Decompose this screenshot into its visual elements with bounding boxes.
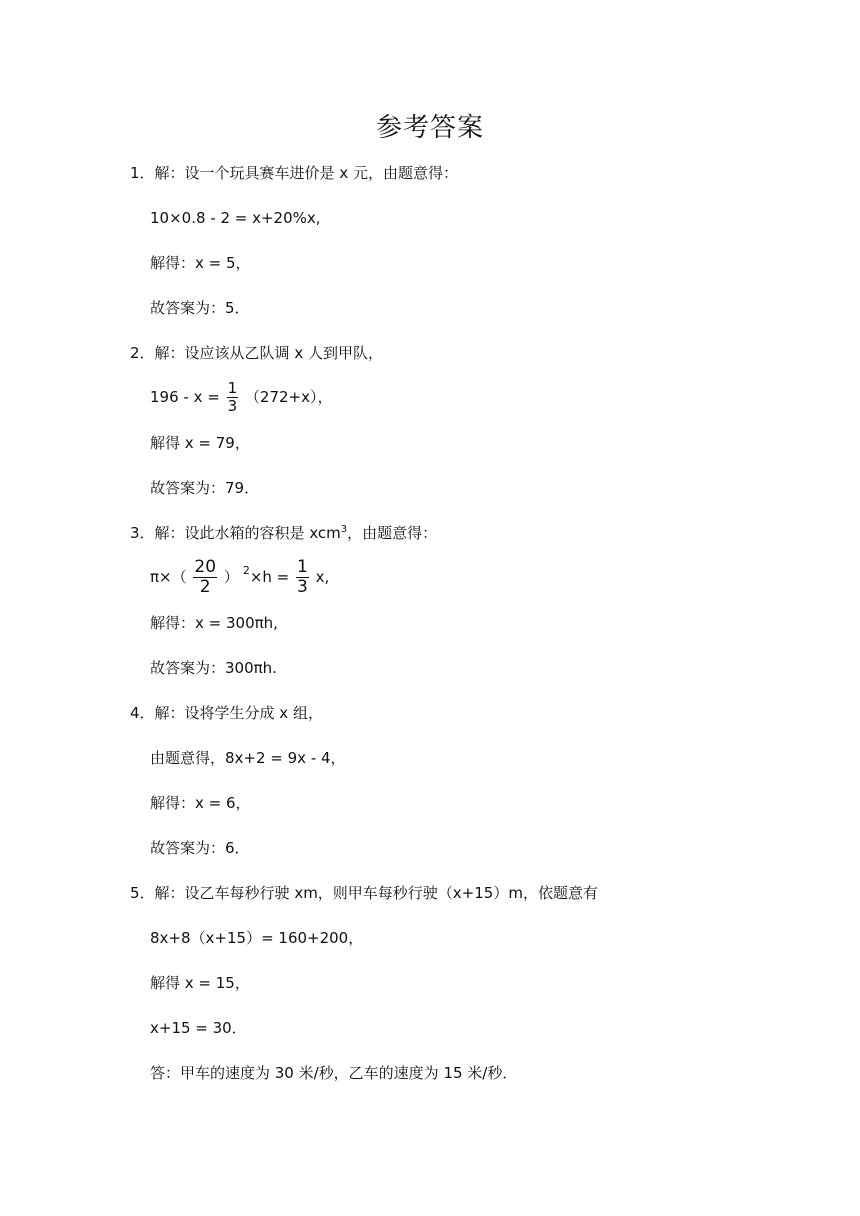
q1-step-2: 解得：x = 5， — [150, 254, 251, 272]
q3-eq-mid: ） — [223, 568, 239, 586]
q1-answer: 故答案为：5． — [150, 299, 250, 317]
q2-equation — [150, 380, 332, 415]
q5-step-2: 解得 x = 15， — [150, 974, 250, 992]
q3-frac2-denominator: 3 — [297, 577, 308, 597]
q2-frac-denominator: 3 — [227, 397, 238, 415]
q3-fraction-1 — [193, 558, 217, 597]
q1-step-1: 10×0.8 - 2 = x+20%x, — [150, 209, 321, 227]
q4-step-1: 由题意得，8x+2 = 9x - 4， — [150, 749, 346, 767]
question-5: 5．解：设乙车每秒行驶 xm，则甲车每秒行驶（x+15）m，依题意有 — [130, 884, 598, 902]
q3-answer: 故答案为：300πh. — [150, 659, 277, 677]
q3-eq-post: x, — [315, 568, 330, 586]
q3-frac2-numerator: 1 — [297, 557, 308, 577]
question-4: 4．解：设将学生分成 x 组， — [130, 704, 323, 722]
q3-step-1: 解得：x = 300πh, — [150, 614, 278, 632]
q2-step-1: 解得 x = 79， — [150, 434, 250, 452]
q5-step-1: 8x+8（x+15）= 160+200， — [150, 929, 364, 947]
q4-answer: 故答案为：6． — [150, 839, 250, 857]
q3-eq-mid2: ×h = — [249, 568, 290, 586]
q3-question-pre: 3．解：设此水箱的容积是 xcm — [130, 524, 341, 542]
q5-answer: 答：甲车的速度为 30 米/秒，乙车的速度为 15 米/秒． — [150, 1064, 518, 1082]
page-title: 参考答案 — [375, 113, 484, 143]
q3-frac1-numerator: 20 — [194, 557, 217, 577]
q3-frac1-denominator: 2 — [199, 577, 211, 597]
q3-eq-pre: π×（ — [150, 568, 187, 586]
question-2: 2．解：设应该从乙队调 x 人到甲队， — [130, 344, 383, 362]
q3-fraction-2 — [296, 558, 309, 597]
q2-eq-left: 196 - x = — [150, 388, 220, 406]
q3-eq-sup: 2 — [242, 564, 250, 577]
q2-frac-numerator: 1 — [227, 379, 238, 397]
q3-question-sup: 3 — [340, 524, 348, 535]
q4-step-2: 解得：x = 6， — [150, 794, 251, 812]
q2-answer: 故答案为：79． — [150, 479, 260, 497]
question-3 — [130, 522, 437, 544]
q3-question-post: ，由题意得： — [347, 524, 438, 542]
q2-fraction — [227, 380, 239, 415]
q2-eq-right: （272+x）， — [244, 388, 333, 406]
q5-step-3: x+15 = 30． — [150, 1019, 247, 1037]
q3-equation — [150, 558, 329, 597]
question-1: 1．解：设一个玩具赛车进价是 x 元，由题意得： — [130, 164, 458, 182]
